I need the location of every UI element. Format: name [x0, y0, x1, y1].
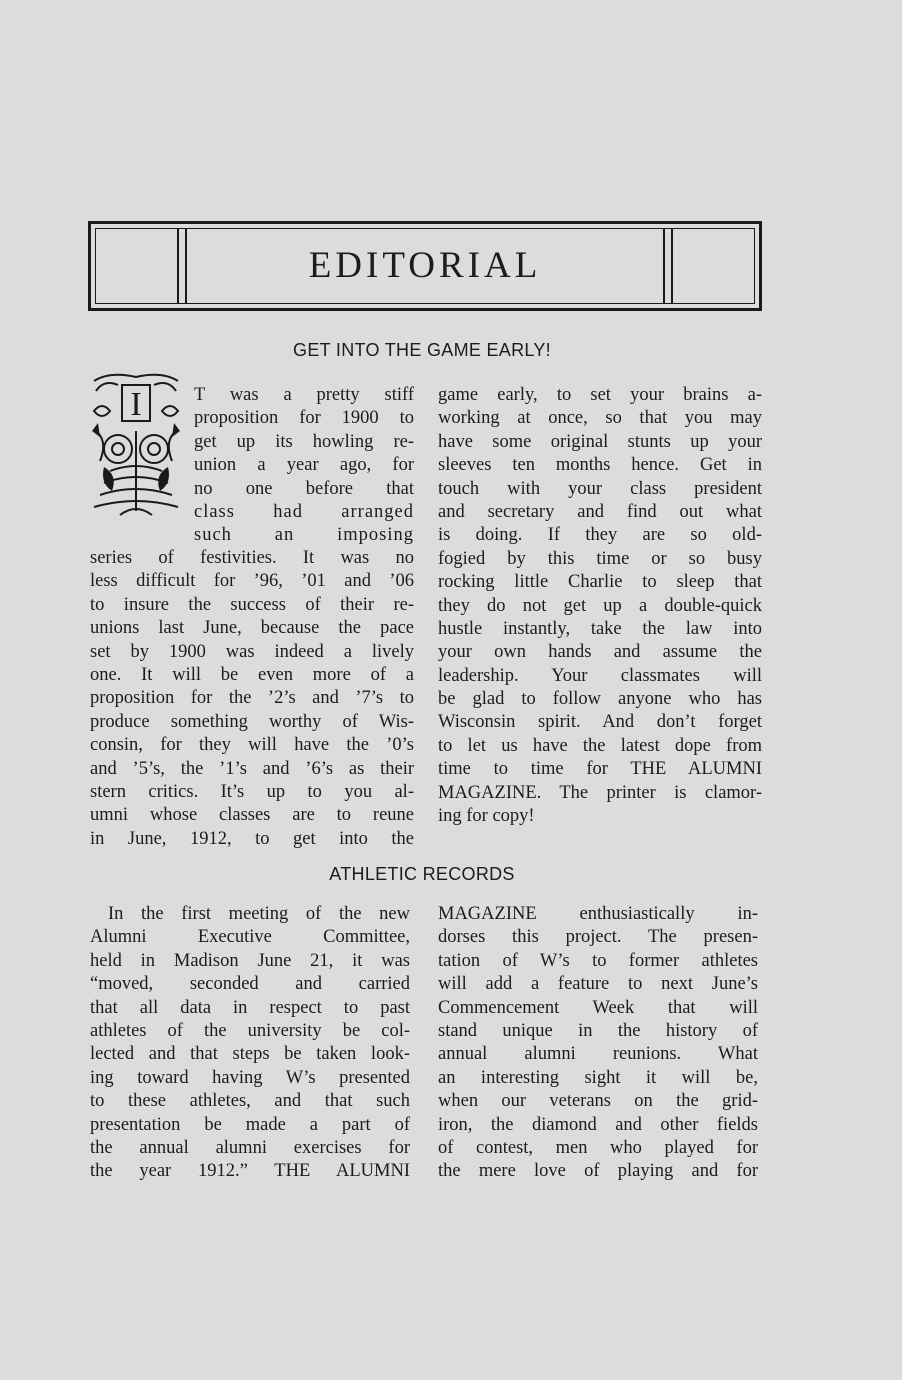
- text-line: iron, the diamond and other fields: [438, 1114, 758, 1135]
- article1-col1-top: [194, 384, 414, 548]
- text-line: rocking little Charlie to sleep that: [438, 572, 762, 593]
- article-heading-athletic-records: ATHLETIC RECORDS: [329, 864, 515, 884]
- text-line: hustle instantly, take the law into: [438, 618, 762, 639]
- text-line: proposition for 1900 to: [194, 408, 414, 429]
- text-line: get up its howling re-: [194, 431, 414, 452]
- text-line: leadership. Your classmates will: [438, 665, 762, 686]
- text-line: ing for copy!: [438, 806, 535, 827]
- text-line: proposition for the ’2’s and ’7’s to: [90, 688, 414, 709]
- text-line: presentation be made a part of: [90, 1114, 410, 1135]
- text-line: consin, for they will have the ’0’s: [90, 735, 414, 756]
- text-line: will add a feature to next June’s: [438, 974, 758, 995]
- article1-col1-bottom: [90, 547, 414, 851]
- article-heading-game-early: GET INTO THE GAME EARLY!: [293, 340, 551, 360]
- text-line: stern critics. It’s up to you al-: [90, 781, 414, 802]
- masthead-title: EDITORIAL: [308, 245, 542, 286]
- text-line: be glad to follow anyone who has: [438, 689, 762, 710]
- text-line: of contest, men who played for: [438, 1137, 758, 1158]
- text-line: Wisconsin spirit. And don’t forget: [438, 712, 762, 733]
- text-line: In the first meeting of the new: [108, 904, 410, 924]
- text-line: that all data in respect to past: [90, 997, 410, 1018]
- text-line: set by 1900 was indeed a lively: [90, 641, 414, 662]
- text-line: in June, 1912, to get into the: [90, 828, 414, 849]
- text-line: produce something worthy of Wis-: [90, 711, 414, 732]
- text-line: when our veterans on the grid-: [438, 1091, 758, 1112]
- article2-col2: [438, 903, 758, 1184]
- text-line: lected and that steps be taken look-: [90, 1044, 410, 1065]
- text-line: your own hands and assume the: [438, 642, 762, 663]
- text-line: T was a pretty stiff: [194, 385, 414, 405]
- text-line: time to time for THE ALUMNI: [438, 759, 762, 780]
- text-line: athletes of the university be col-: [90, 1020, 410, 1041]
- text-line: game early, to set your brains a-: [438, 385, 762, 405]
- text-line: fogied by this time or so busy: [438, 548, 762, 569]
- text-line: umni whose classes are to reune: [90, 805, 414, 826]
- text-line: touch with your class president: [438, 478, 762, 499]
- text-line: and secretary and find out what: [438, 501, 762, 522]
- text-line: an interesting sight it will be,: [438, 1067, 758, 1088]
- text-line: to insure the success of their re-: [90, 594, 414, 615]
- text-line: sleeves ten months hence. Get in: [438, 455, 762, 476]
- text-line: union a year ago, for: [194, 455, 414, 476]
- text-line: Commencement Week that will: [438, 997, 758, 1018]
- text-line: the year 1912.” THE ALUMNI: [90, 1161, 410, 1182]
- text-line: dorses this project. The presen-: [438, 927, 758, 948]
- text-line: to let us have the latest dope from: [438, 735, 762, 756]
- text-line: no one before that: [194, 478, 414, 499]
- text-line: held in Madison June 21, it was: [90, 950, 410, 971]
- text-line: less difficult for ’96, ’01 and ’06: [90, 571, 414, 592]
- text-line: have some original stunts up your: [438, 431, 762, 452]
- text-line: is doing. If they are so old-: [438, 525, 762, 546]
- text-line: to these athletes, and that such: [90, 1091, 410, 1112]
- editorial-masthead: [88, 221, 762, 311]
- text-line: such an imposing: [194, 525, 414, 546]
- text-line: the mere love of playing and for: [438, 1161, 758, 1182]
- text-line: and ’5’s, the ’1’s and ’6’s as their: [90, 758, 414, 779]
- article2-col1: [90, 903, 410, 1184]
- text-line: tation of W’s to former athletes: [438, 950, 758, 971]
- text-line: “moved, seconded and carried: [90, 974, 410, 995]
- text-line: class had arranged: [194, 501, 414, 522]
- text-line: series of festivities. It was no: [90, 548, 414, 568]
- text-line: they do not get up a double-quick: [438, 595, 762, 616]
- text-line: MAGAZINE. The printer is clamor-: [438, 782, 762, 803]
- text-line: MAGAZINE enthusiastically in-: [438, 904, 758, 924]
- text-line: unions last June, because the pace: [90, 618, 414, 639]
- ornamental-dropcap: [90, 371, 182, 519]
- text-line: the annual alumni exercises for: [90, 1137, 410, 1158]
- text-line: stand unique in the history of: [438, 1020, 758, 1041]
- text-line: working at once, so that you may: [438, 408, 762, 429]
- text-line: annual alumni reunions. What: [438, 1044, 758, 1065]
- dropcap-letter: I: [130, 386, 142, 423]
- text-line: Alumni Executive Committee,: [90, 927, 410, 948]
- article1-col2: [438, 384, 762, 828]
- text-line: one. It will be even more of a: [90, 664, 414, 685]
- text-line: ing toward having W’s presented: [90, 1067, 410, 1088]
